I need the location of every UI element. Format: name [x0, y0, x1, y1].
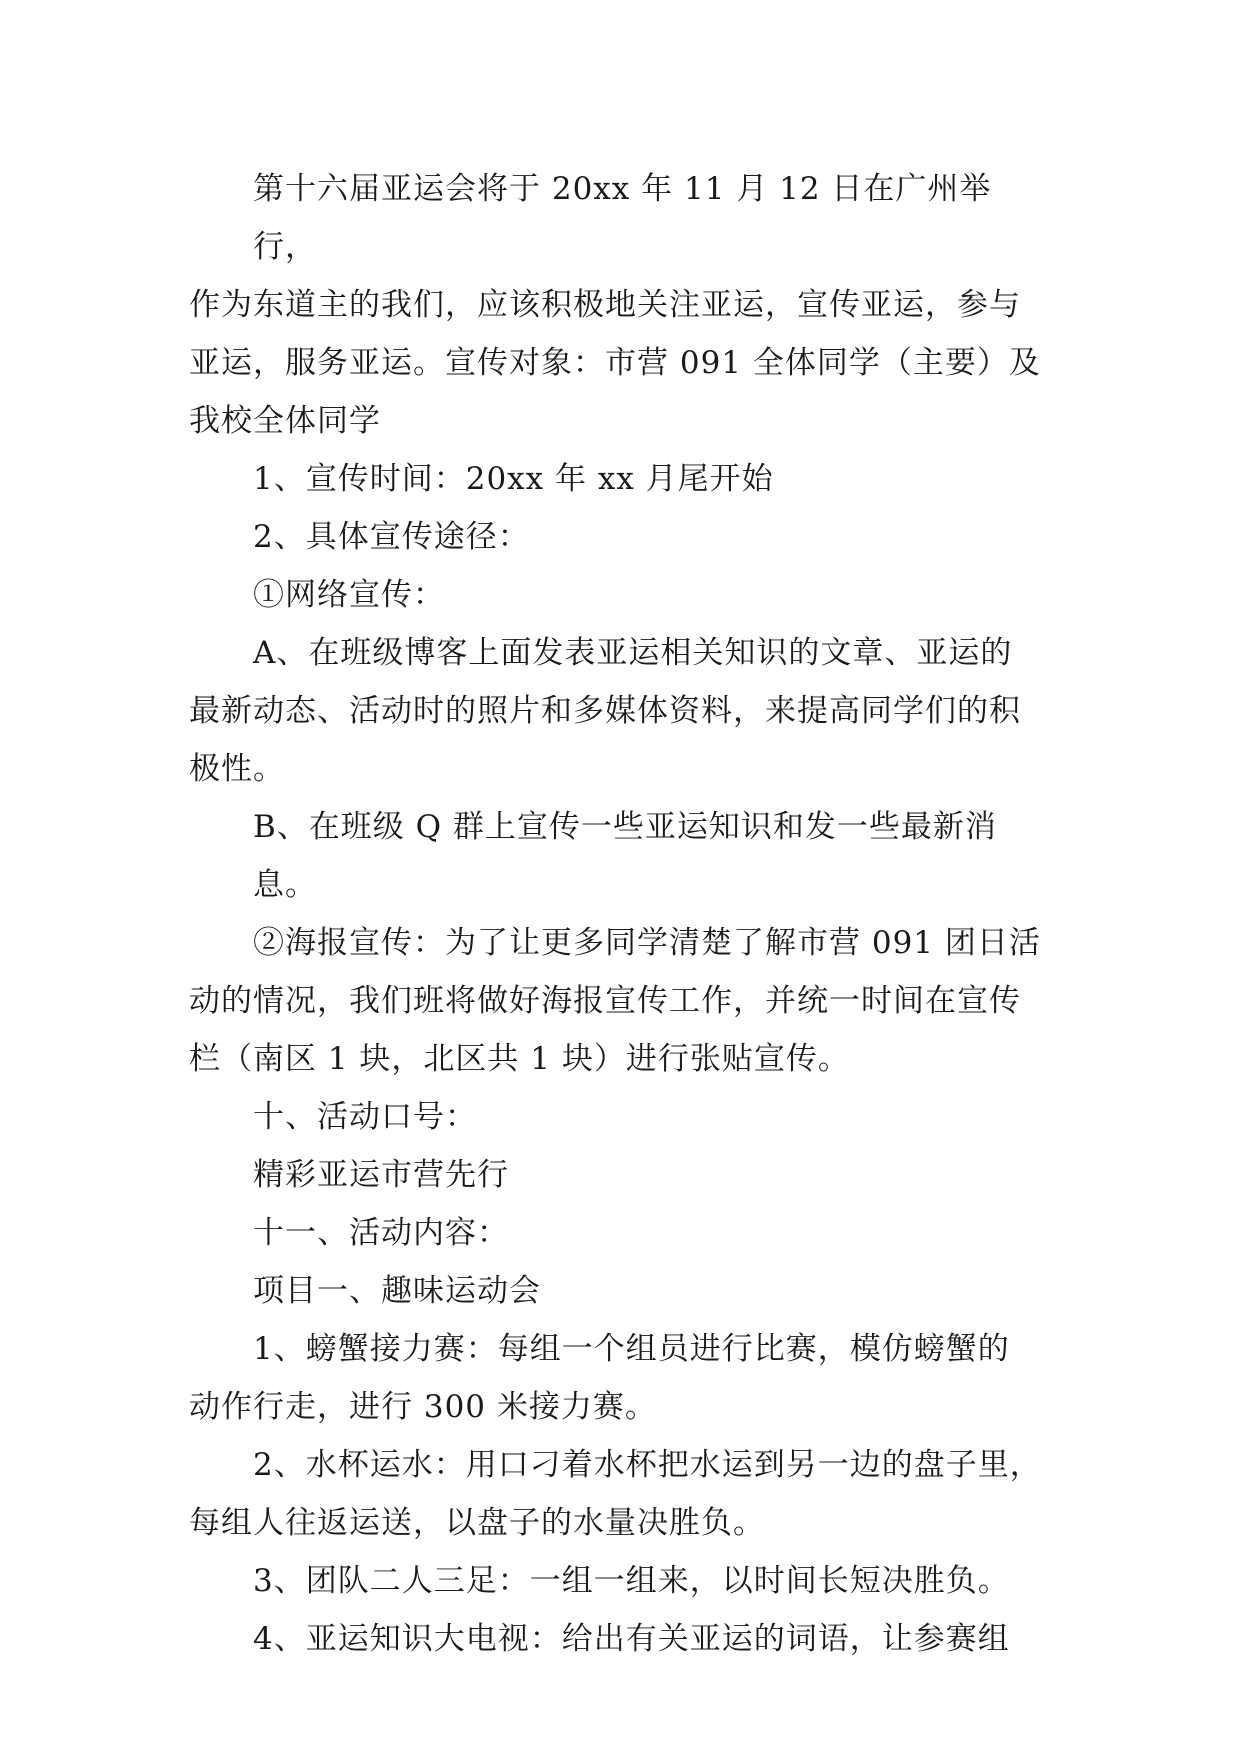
text-line: 十一、活动内容： [253, 1215, 509, 1251]
text-line: B、在班级 Q 群上宣传一些亚运知识和发一些最新消息。 [253, 809, 997, 903]
text-line: 3、团队二人三足：一组一组来，以时间长短决胜负。 [253, 1563, 1010, 1599]
text-line: 我校全体同学 [189, 403, 381, 439]
paragraph-intro [189, 160, 1049, 450]
text-line: 2、具体宣传途径： [253, 519, 530, 555]
text-line: 极性。 [189, 751, 285, 787]
text-line: 第十六届亚运会将于 20xx 年 11 月 12 日在广州举行， [253, 171, 992, 265]
document-body [189, 160, 1049, 1668]
paragraph-publicity-time [189, 450, 1049, 508]
text-line: 亚运，服务亚运。宣传对象：市营 091 全体同学（主要）及 [189, 345, 1041, 381]
paragraph-online-publicity [189, 566, 1049, 624]
paragraph-crab-relay [189, 1320, 1049, 1436]
text-line: 每组人往返运送，以盘子的水量决胜负。 [189, 1505, 765, 1541]
paragraph-quiz [189, 1610, 1049, 1668]
text-line: 十、活动口号： [253, 1099, 477, 1135]
paragraph-blog [189, 624, 1049, 798]
text-line: 栏（南区 1 块，北区共 1 块）进行张贴宣传。 [189, 1041, 850, 1077]
text-line: 1、宣传时间：20xx 年 xx 月尾开始 [253, 461, 774, 497]
text-line: 作为东道主的我们，应该积极地关注亚运，宣传亚运，参与 [189, 287, 1021, 323]
text-line: ①网络宣传： [253, 577, 445, 613]
paragraph-cup-water [189, 1436, 1049, 1552]
paragraph-content-heading [189, 1204, 1049, 1262]
paragraph-publicity-channels [189, 508, 1049, 566]
text-line: 1、螃蟹接力赛：每组一个组员进行比赛，模仿螃蟹的 [253, 1331, 1010, 1367]
text-line: 精彩亚运市营先行 [253, 1157, 509, 1193]
text-line: 动的情况，我们班将做好海报宣传工作，并统一时间在宣传 [189, 983, 1021, 1019]
text-line: 动作行走，进行 300 米接力赛。 [189, 1389, 657, 1425]
paragraph-slogan-heading [189, 1088, 1049, 1146]
paragraph-poster [189, 914, 1049, 1088]
paragraph-slogan [189, 1146, 1049, 1204]
text-line: 最新动态、活动时的照片和多媒体资料，来提高同学们的积 [189, 693, 1021, 729]
text-line: ②海报宣传：为了让更多同学清楚了解市营 091 团日活 [253, 925, 1041, 961]
paragraph-three-legged [189, 1552, 1049, 1610]
paragraph-project-one [189, 1262, 1049, 1320]
text-line: 4、亚运知识大电视：给出有关亚运的词语，让参赛组 [253, 1621, 1010, 1657]
text-line: 项目一、趣味运动会 [253, 1273, 541, 1309]
text-line: 2、水杯运水：用口刁着水杯把水运到另一边的盘子里， [253, 1447, 1042, 1483]
paragraph-qq-group [189, 798, 1049, 914]
text-line: A、在班级博客上面发表亚运相关知识的文章、亚运的 [253, 635, 1013, 671]
